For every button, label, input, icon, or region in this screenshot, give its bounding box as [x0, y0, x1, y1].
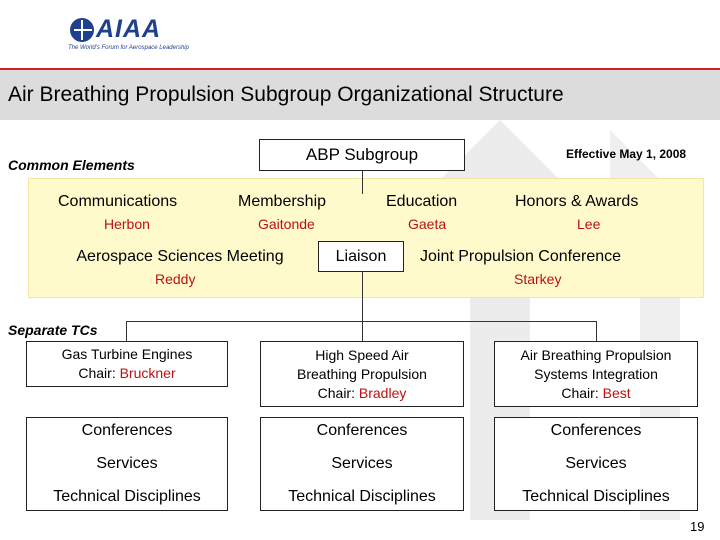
separate-tcs-label: Separate TCs: [8, 322, 98, 338]
liaison-box: [318, 241, 404, 272]
tc-function-services: Services: [565, 455, 627, 472]
tc-chair-name: Bradley: [358, 384, 407, 401]
tc-function-services: Services: [331, 455, 393, 472]
tc-function-technical-disciplines: Technical Disciplines: [288, 488, 436, 505]
tc-chair: [78, 364, 175, 383]
connector-line: [596, 321, 597, 341]
common-elements-label: Common Elements: [8, 157, 135, 173]
tc-function-conferences: Conferences: [316, 422, 408, 439]
abp-subgroup-box: [259, 139, 465, 171]
logo-name: AIAA: [96, 15, 162, 43]
tc-name-line2: Systems Integration: [534, 365, 658, 382]
tc-function-conferences: Conferences: [81, 422, 173, 439]
tc-high-speed-air-breathing: [260, 341, 464, 407]
tc-function-conferences: Conferences: [550, 422, 642, 439]
meeting-joint-propulsion-lead: Starkey: [514, 271, 562, 287]
tc-functions-systems-integration: [494, 417, 698, 511]
tc-systems-integration: [494, 341, 698, 407]
connector-line: [362, 171, 363, 194]
meeting-aerospace-sciences-lead: Reddy: [155, 271, 196, 287]
tc-chair: [318, 384, 407, 403]
common-membership: Membership: [238, 193, 327, 210]
connector-line: [126, 321, 596, 322]
tc-function-technical-disciplines: Technical Disciplines: [53, 488, 201, 505]
tc-name: Gas Turbine Engines: [61, 346, 193, 362]
common-communications: Communications: [58, 193, 178, 210]
page-number: 19: [690, 519, 705, 534]
tc-name-line2: Breathing Propulsion: [297, 365, 427, 382]
tc-gas-turbine-engines: [26, 341, 228, 387]
tc-name: Air Breathing Propulsion: [520, 346, 672, 363]
abp-subgroup-label: ABP Subgroup: [305, 145, 419, 164]
chair-prefix: Chair:: [78, 365, 116, 381]
meeting-aerospace-sciences-label: Aerospace Sciences Meeting: [76, 247, 284, 265]
tc-function-technical-disciplines: Technical Disciplines: [522, 488, 670, 505]
logo-tagline: The World's Forum for Aerospace Leadership: [68, 45, 189, 51]
chair-prefix: Chair:: [317, 384, 355, 401]
chair-prefix: Chair:: [561, 384, 599, 401]
common-education-lead: Gaeta: [408, 216, 447, 232]
common-membership-lead: Gaitonde: [258, 216, 315, 232]
meeting-aerospace-sciences: [52, 241, 308, 272]
common-communications-lead: Herbon: [104, 216, 150, 232]
connector-line: [126, 321, 127, 341]
tc-name: High Speed Air: [315, 346, 409, 363]
common-honors-awards: Honors & Awards: [515, 193, 639, 210]
tc-functions-high-speed: [260, 417, 464, 511]
tc-function-services: Services: [96, 455, 158, 472]
tc-chair-name: Bruckner: [119, 365, 176, 381]
effective-date: Effective May 1, 2008: [566, 147, 687, 161]
page-title: Air Breathing Propulsion Subgroup Organizational Structure: [8, 83, 564, 106]
liaison-label: Liaison: [335, 247, 387, 265]
connector-line: [362, 272, 363, 321]
meeting-joint-propulsion: Joint Propulsion Conference: [420, 248, 622, 265]
common-education: Education: [386, 193, 458, 210]
tc-chair: [561, 384, 630, 403]
tc-chair-name: Best: [602, 384, 631, 401]
tc-functions-gas-turbine: [26, 417, 228, 511]
connector-line: [362, 321, 363, 341]
common-honors-awards-lead: Lee: [577, 216, 601, 232]
